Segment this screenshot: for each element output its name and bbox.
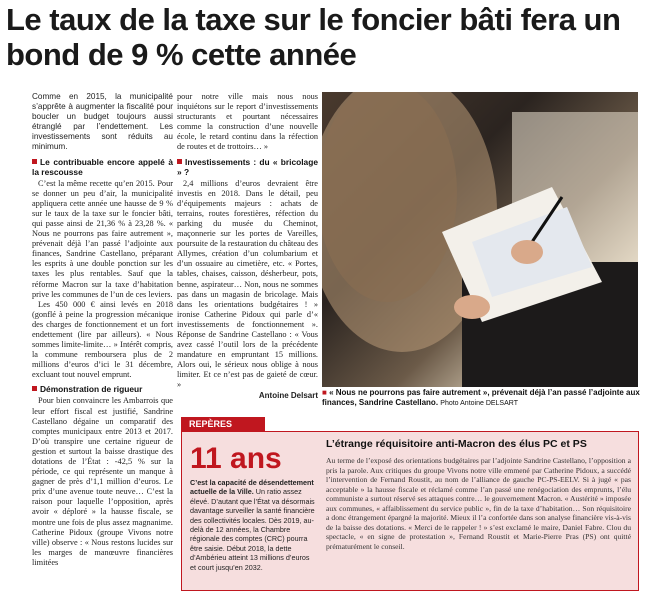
paragraph: Pour bien convaincre les Ambarrois que leur effort fiscal est justifié, Sandrine Castellano dégaine un comparatif des comptes municipaux entre 2013 et 2017. D’où transpire une certaine rigueur de gestion et surtout la baisse drastique des dotations de l’État : -42,5 % sur la période, ce qui représente un manque à gagner de près d’1,1 million d’euros. Le prix d’une avenue toute neuve… C’est la raison pour laquelle l’opposition, après avoir « déploré » la hausse fiscale, se montre une fois de plus assez magnanime. Catherine Pidoux (groupe Vivons notre ville) observe : « Nous restons lucides sur les marges de manœuvre financières limitées — [32, 396, 173, 567]
subheading-investissements: Investissements : du « bricolage » ? — [177, 156, 318, 177]
subheading-rigueur: Démonstration de rigueur — [32, 384, 173, 394]
reperes-text-bold: C’est la capacité de désendettement actuelle de la Ville. — [190, 478, 314, 497]
author-signature: Antoine Delsart — [258, 390, 318, 400]
photo-caption: ■ « Nous ne pourrons pas faire autrement », prévenait déjà l’an passé l’adjointe aux finances, Sandrine Castellano. Photo Antoine DELSART — [322, 388, 640, 407]
paragraph: 2,4 millions d’euros devraient être investis en 2018. Dans le détail, peu d’équipements majeurs : achats de terrains, routes forestières, réfection du parking du musée du Cheminot, maçonnerie sur les portes de Vareilles, poursuite de la restauration du château des Allymes, création d’un columbarium et d’un ossuaire au cimetière, etc. « Portes, tables, chaises, caisson, désherbeur, pots, benne, aspirateur… Non, nous ne sommes pas dans un magasin de bricolage. Mais dans les orientations budgétaires ! » ironise Catherine Pidoux qui parle d’« investissements de fonctionnement ». Réponse de Sandrine Castellano : « Vous avez cassé l’outil lors de la précédente mandature en empruntant 15 millions. Alors oui, le sérieux nous oblige à nous limiter. Et ce n’est pas de gaieté de cœur. » — [177, 178, 318, 390]
paragraph: Les 450 000 € ainsi levés en 2018 (gonflé à peine la progression mécanique des charges de fonctionnement et un fort endettement (lire par ailleurs). « Nous sommes limite-limite… » Intérêt compris, la commune remboursera plus de 2 millions d’euros d’ici le 31 décembre, excluant tout nouvel emprunt. — [32, 299, 173, 380]
article-photo — [322, 92, 638, 387]
chapo: Comme en 2015, la municipalité s’apprête à augmenter la fiscalité pour boucler un budget toujours aussi étranglé par l’endettement. Les investissements sont réduits au minimum. — [32, 92, 173, 152]
headline: Le taux de la taxe sur le foncier bâti fera un bond de 9 % cette année — [6, 2, 621, 72]
reperes-text — [190, 478, 316, 572]
reperes-tag: REPÈRES — [181, 417, 265, 431]
big-number: 11 ans — [190, 442, 282, 475]
photo-credit: Photo Antoine DELSART — [440, 400, 518, 407]
column-1 — [32, 92, 173, 568]
column-2 — [177, 92, 318, 401]
photo-illustration — [322, 92, 638, 387]
sidebar-body: Au terme de l’exposé des orientations budgétaires par l’adjointe Sandrine Castellano, l’opposition a pris la parole. Aux critiques du groupe Vivons notre ville emmené par Catherine Pidoux, a succédé l’intervention de Fernand Roustit, au nom de l’alliance de gauche PC-PS-EELV. Si à jugé « pas acceptable » la hausse fiscale et réclamé comme l’an passé une renégociation des emprunts, l’élu communiste a surtout réservé ses attaques contre… le gouvernement Macron. « Austérité » imposée aux communes, « affaiblissement du service public », fin de la taxe d’habitation… Son réquisitoire a donc étrangement épargné la majorité. Mieux il l’a confortée dans son analyse financière vis-à-vis de la baisse des dotations. « Merci de le rappeler ! » s’est exclamé le maire, Daniel Fabre. Clou du spectacle, « en signe de protestation », Fernand Roustit et Marie-Pierre Pras (PS) ont quitté prématurément le conseil. — [326, 456, 631, 551]
paragraph: pour notre ville mais nous nous inquiétons sur le report d’investissements structurants et pourtant nécessaires comme la construction d’une nouvelle école, le retard continu dans la réfection de routes et de trottoirs… » — [177, 92, 318, 152]
sidebar-title: L’étrange réquisitoire anti-Macron des élus PC et PS — [326, 438, 587, 450]
caption-text: « Nous ne pourrons pas faire autrement », prévenait déjà l’an passé l’adjointe aux finances, Sandrine Castellano. — [322, 388, 640, 407]
reperes-text-rest: Un ratio assez élevé. D’autant que l’État va désormais davantage surveiller la santé financière des collectivités locales. Dès 2019, au-delà de 12 années, la Chambre régionale des comptes (CRC) pourra être saisie. Début 2018, la dette d’Ambérieu atteint 13 millions d’euros et court jusqu’en 2032. — [190, 487, 315, 572]
subheading-contribuable: Le contribuable encore appelé à la rescousse — [32, 156, 173, 177]
paragraph: C’est la même recette qu’en 2015. Pour se donner un peu d’air, la municipalité appliquera cette année une hausse de 9 % sur le taux de la taxe sur le foncier bâti, qui passe ainsi de 21,36 % à 23,28 %. « Nous ne pourrons pas faire autrement », prévenait déjà l’an passé l’adjointe aux finances, Sandrine Castellano, préparant les esprits à une double ponction sur les taxes les plus rentables. Sauf que la réforme Macron sur la taxe d’habitation prive les communes de l’un de ces leviers. — [32, 178, 173, 299]
